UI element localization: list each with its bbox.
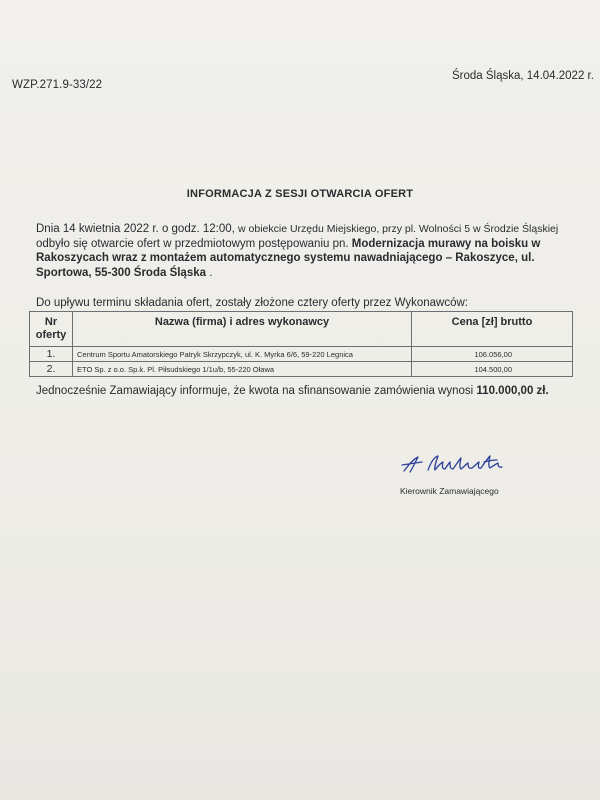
signatory-role: Kierownik Zamawiającego <box>400 486 499 496</box>
handwritten-signature <box>398 448 528 478</box>
document-title: INFORMACJA Z SESJI OTWARCIA OFERT <box>186 188 414 200</box>
row-name: Centrum Sportu Amatorskiego Patryk Skrzypczyk, ul. K. Myrka 6/6, 59-220 Legnica <box>73 347 412 362</box>
row-price: 104.500,00 <box>412 362 573 377</box>
row-name: ETO Sp. z o.o. Sp.k. Pl. Piłsudskiego 1/1u/b, 55-220 Oława <box>73 362 412 377</box>
table-caption: Do upływu terminu składania ofert, zostały złożone cztery oferty przez Wykonawców: <box>36 297 468 309</box>
table-row <box>30 362 573 377</box>
document-date: Środa Śląska, 14.04.2022 r. <box>452 70 594 82</box>
header-name: Nazwa (firma) i adres wykonawcy <box>73 312 412 347</box>
intro-text-1: Dnia 14 kwietnia 2022 r. o godz. 12:00, <box>36 223 239 235</box>
intro-text-3: odbyło się otwarcie ofert w przedmiotowym postępowaniu pn. <box>36 237 352 250</box>
intro-paragraph <box>36 222 568 280</box>
header-nr: Nr oferty <box>30 312 73 347</box>
offers-table <box>29 311 573 377</box>
closing-statement <box>36 385 549 397</box>
document-reference: WZP.271.9-33/22 <box>12 79 103 91</box>
row-nr: 1. <box>30 347 73 362</box>
budget-amount: 110.000,00 zł. <box>476 385 549 397</box>
row-nr: 2. <box>30 362 73 377</box>
closing-text: Jednocześnie Zamawiający informuje, że kwota na sfinansowanie zamówienia wynosi <box>36 385 477 397</box>
row-price: 106.056,00 <box>412 347 573 362</box>
header-price: Cena [zł] brutto <box>412 312 573 347</box>
intro-project-name: Modernizacja murawy na boisku w Rakoszycach wraz z montażem automatycznego systemu nawadniającego – Rakoszyce, ul. Sportowa, 55-300 Środa Śląska <box>36 237 541 279</box>
table-header-row <box>30 312 573 347</box>
intro-text-2: w obiekcie Urzędu Miejskiego, przy pl. Wolności 5 w Środzie Śląskiej <box>238 223 559 235</box>
table-row <box>30 347 573 362</box>
intro-text-5: . <box>206 266 213 279</box>
